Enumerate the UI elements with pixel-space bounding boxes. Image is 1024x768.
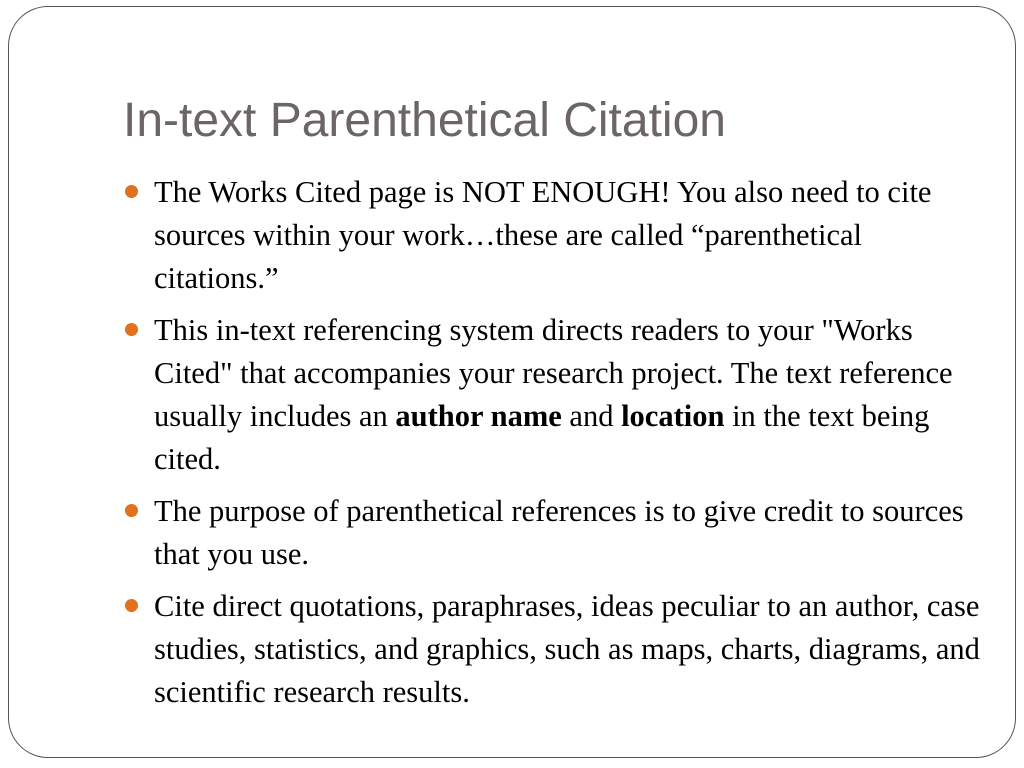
bullet-item — [124, 171, 984, 300]
bullet-item — [124, 309, 984, 481]
bullet-text — [154, 313, 953, 476]
bold-location: location — [621, 399, 725, 433]
bullet-text-segment: in the text being cited. — [154, 399, 930, 476]
bullet-text-segment: This in-text referencing system directs readers to your "Works Cited" that accompanies your research project. The text reference usually includes an — [154, 313, 953, 433]
bullet-item — [124, 490, 984, 576]
bullet-dot-icon — [125, 185, 138, 198]
bold-author-name: author name — [395, 399, 562, 433]
slide-frame — [8, 6, 1016, 758]
bullet-dot-icon — [125, 504, 138, 517]
bullet-text-segment: and — [561, 399, 622, 433]
bullet-text: The Works Cited page is NOT ENOUGH! You also need to cite sources within your work…these are called “parenthetical citations.” — [154, 175, 932, 295]
bullet-dot-icon — [125, 323, 138, 336]
slide-title: In-text Parenthetical Citation — [123, 94, 726, 147]
bullet-item — [124, 585, 984, 714]
bullet-dot-icon — [125, 599, 138, 612]
bullet-list — [124, 171, 984, 723]
bullet-text: Cite direct quotations, paraphrases, ideas peculiar to an author, case studies, statistics, and graphics, such as maps, charts, diagrams, and scientific research results. — [154, 589, 980, 709]
bullet-text: The purpose of parenthetical references is to give credit to sources that you use. — [154, 494, 964, 571]
